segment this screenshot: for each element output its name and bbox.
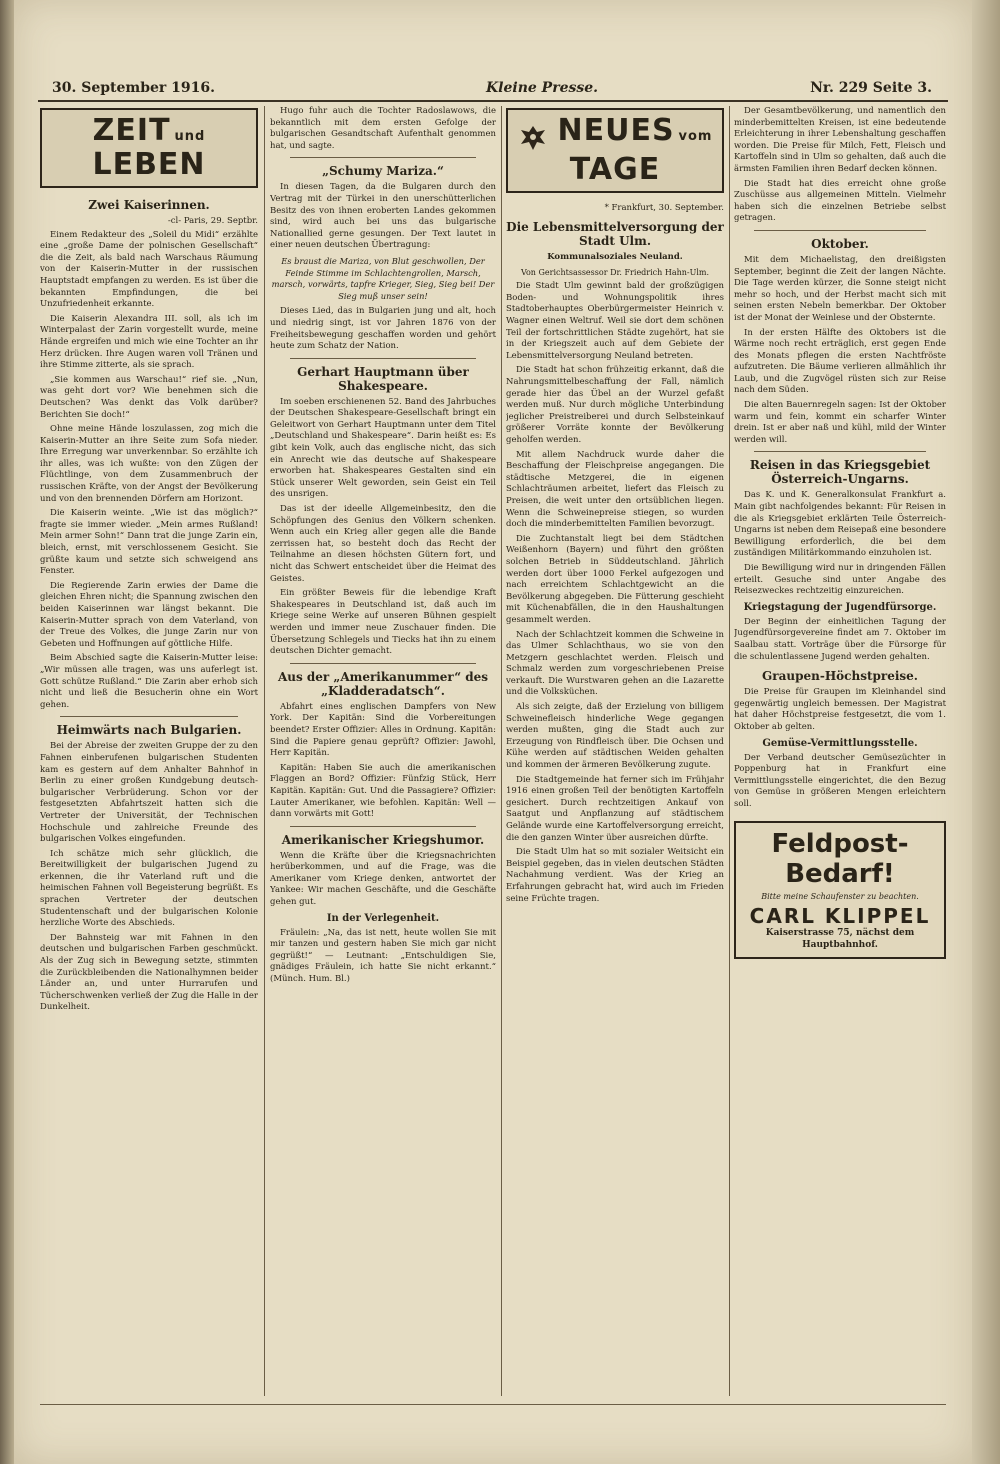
paragraph: Als sich zeigte, daß der Erzielung von billigem Schweinefleisch hinderliche Wege gegangen werden mußten, ging die Stadt auch zur Erzeugung von Rindfleisch über. Die Ochsen und Kühe werden auf städtischen Weiden gehalten und kommen der ärmeren Bevölkerung zugute. [506, 702, 724, 771]
separator [290, 826, 476, 827]
paragraph: Die Bewilligung wird nur in dringenden Fällen erteilt. Gesuche sind unter Angabe des Reisezweckes rechtzeitig einzureichen. [734, 563, 946, 597]
article-heading: Graupen-Höchstpreise. [762, 669, 918, 684]
ad-title: Feldpost-Bedarf! [771, 828, 909, 889]
paragraph: Der Bahnsteig war mit Fahnen in den deutschen und bulgarischen Farben geschmückt. Als der Zug sich in Bewegung setzte, stimmten die Zurückbleibenden die Nationalhymnen beider Länder an, und unter Hurrarufen und Tücherschwenken verließ der Zug die Halle in der Dunkelheit. [40, 932, 258, 1013]
paragraph: Einem Redakteur des „Soleil du Midi“ erzählte eine „große Dame der polnischen Gesellschaft“ die die Zeit, als bald nach Warschaus Räumung von der Kaiserin-Mutter in der russischen Hauptstadt empfangen zu werden. Es ist über die bekannten Empfindungen, die bei Unzufriedenheit erkannte. [40, 229, 258, 310]
paragraph: Mit dem Michaelistag, den dreißigsten September, beginnt die Zeit der langen Nächte. Die Tage werden kürzer, die Sonne steigt nicht mehr so hoch, und der Herbst macht sich mit seinen ersten Nebeln bemerkbar. Der Oktober ist der Monat der Weinlese und der Obsternte. [734, 254, 946, 323]
article-heading: „Schumy Mariza.“ [322, 164, 444, 179]
paragraph: Wenn die Kräfte über die Kriegsnachrichten herüberkommen, und auf die Frage, was die Amerikaner vom Kriege denken, antwortet der Yankee: Wir machen Geschäfte, und die Geschäfte gehen gut. [270, 850, 496, 908]
ad-subtitle: Bitte meine Schaufenster zu beachten. [761, 891, 919, 901]
paragraph: Nach der Schlachtzeit kommen die Schweine in das Ulmer Schlachthaus, wo sie von den Metzgern geschlachtet werden. Fleisch und Schmalz werden zum vorgeschriebenen Preise verkauft. Die Wurstwaren gehen an die Lazarette und die Volksküchen. [506, 629, 724, 698]
article-heading: Amerikanischer Kriegshumor. [281, 832, 485, 847]
paragraph: Das K. und K. Generalkonsulat Frankfurt a. Main gibt nachfolgendes bekannt: Für Reisen in die als Kriegsgebiet erklärten Teile Österreich-Ungarns ist neben dem Reisepaß eine besondere Bewilligung erforderlich, die bei dem zuständigen Militärkommando einzuholen ist. [734, 490, 946, 559]
subheading: In der Verlegenheit. [326, 912, 440, 924]
article-heading: Zwei Kaiserinnen. [88, 198, 210, 212]
paragraph: Die Preise für Graupen im Kleinhandel sind gegenwärtig ungleich bemessen. Der Magistrat hat daher Höchstpreise festgesetzt, die vom 1. Oktober ab gelten. [734, 687, 946, 732]
paragraph: Fräulein: „Na, das ist nett, heute wollen Sie mit mir tanzen und gestern haben Sie mich gar nicht gegrüßt!“ — Leutnant: „Entschuldigen Sie, gnädiges Fräulein, ich hatte Sie nicht erkannt.“ (Münch. Hum. Bl.) [270, 927, 496, 985]
paragraph: Die Regierende Zarin erwies der Dame die gleichen Ehren nicht; die Spannung zwischen den beiden Kaiserinnen war längst bekannt. Die Kaiserin-Mutter sprach von dem Vaterland, von der Treue des Volkes, die junge Zarin nur von Gebeten und Hoffnungen auf göttliche Hilfe. [40, 580, 258, 649]
song-verse: Es braust die Mariza, von Blut geschwollen, Der Feinde Stimme im Schlachtengrollen, Marsch, marsch, vorwärts, tapfre Krieger, Sieg, Sieg bei! Der Sieg muß unser sein! [271, 255, 495, 301]
byline: Von Gerichtsassessor Dr. Friedrich Hahn-Ulm. [520, 267, 710, 277]
binding-edge [0, 0, 14, 1464]
paragraph: Die Stadt hat schon frühzeitig erkannt, daß die Nahrungsmittelbeschaffung der Fall, nämlich gerade hier das Übel an der Wurzel gefaßt werden muß. Nur durch mögliche Unterbindung jeglicher Preistreiberei und durch Selbsteinkauf größerer Vorräte konnte der Bevölkerung geholfen werden. [506, 365, 724, 445]
masthead-word: und [174, 129, 206, 144]
page-edge [972, 0, 1000, 1464]
paragraph: Kapitän: Haben Sie auch die amerikanischen Flaggen an Bord? Offizier: Fünfzig Stück, Herr Kapitän. Kapitän: Gut. Und die Passagiere? Offizier: Lauter Amerikaner, wie befohlen. Kapitän: Well — dann vorwärts mit Gott! [270, 762, 496, 820]
article-heading: Oktober. [811, 236, 869, 251]
issue-number: Nr. 229 Seite 3. [810, 80, 932, 96]
masthead-word: ZEIT [92, 113, 171, 148]
paragraph: In diesen Tagen, da die Bulgaren durch den Vertrag mit der Türkei in den unerschütterlichen Besitz des von ihnen eroberten Landes gekommen sind, wird auch bei uns das bulgarische Nationallied gerne gesungen. Der Text lautet in einer neuen deutschen Übertragung: [270, 182, 496, 251]
column-2 [270, 106, 496, 1396]
paragraph: In der ersten Hälfte des Oktobers ist die Wärme noch recht erträglich, erst gegen Ende des Monats pflegen die ersten Nachtfröste aufzutreten. Die Bäume verlieren allmählich ihr Laub, und die Zugvögel rüsten sich zur Reise nach dem Süden. [734, 327, 946, 396]
page-footer [40, 1404, 946, 1453]
paragraph: Mit allem Nachdruck wurde daher die Beschaffung der Fleischpreise angegangen. Die städtische Metzgerei, die in eigenen Schlachträumen arbeitet, liefert das Fleisch zu Preisen, die weit unter den ortsüblichen liegen. Wenn die Schweinepreise stiegen, so wurden doch die minderbemittelten Familien bevorzugt. [506, 449, 724, 530]
eagle-crest-icon [518, 123, 548, 153]
paragraph: Die alten Bauernregeln sagen: Ist der Oktober warm und fein, kommt ein scharfer Winter drein. Ist er aber naß und kühl, mild der Winter werden will. [734, 400, 946, 445]
paragraph: Beim Abschied sagte die Kaiserin-Mutter leise: „Wir müssen alle tragen, was uns auferlegt ist. Gott schütze Rußland.“ Die Zarin aber erhob sich nicht und ließ die Besucherin ohne ein Wort gehen. [40, 653, 258, 710]
paragraph: Die Stadt hat dies erreicht ohne große Zuschüsse aus allgemeinen Mitteln. Vielmehr haben sich die einzelnen Betriebe selbst getragen. [734, 178, 946, 224]
subheading: Gemüse-Vermittlungsstelle. [762, 737, 918, 749]
paragraph: Ich schätze mich sehr glücklich, die Bereitwilligkeit der bulgarischen Jugend zu erkennen, die ihr Vaterland ruft und die heimischen Fahnen voll Begeisterung begrüßt. Es sprachen Vertreter der deutschen Studentenschaft und der bulgarischen Kolonie herzliche Worte des Abschieds. [40, 848, 258, 929]
paragraph: Der Beginn der einheitlichen Tagung der Jugendfürsorgevereine findet am 7. Oktober im Saalbau statt. Vorträge über die Fürsorge für die schulentlassene Jugend werden gehalten. [734, 616, 946, 662]
masthead-word: vom [678, 129, 713, 144]
masthead-word: NEUES [557, 113, 675, 148]
article-heading: Heimwärts nach Bulgarien. [56, 723, 242, 738]
page-header [22, 78, 942, 100]
dateline: -cl- Paris, 29. Septbr. [167, 216, 258, 226]
article-heading: Die Lebensmittelversorgung der Stadt Ulm. [506, 220, 724, 249]
masthead-word: TAGE [569, 151, 661, 187]
column-3 [506, 106, 724, 1396]
article-subheading: Kommunalsoziales Neuland. [547, 252, 683, 263]
paragraph: „Sie kommen aus Warschau!“ rief sie. „Nun, was geht dort vor? Wie benehmen sich die Deutschen? Was denkt das Volk darüber? Berichten Sie doch!“ [40, 374, 258, 420]
paragraph: Die Kaiserin Alexandra III. soll, als ich im Winterpalast der Zarin vorgestellt wurde, meine Hände ergreifen und mich wie eine Tochter an ihr Herz drücken. Ihre Augen waren voll Tränen und ihre Stimme zitterte, als sie sprach. [40, 313, 258, 371]
paragraph: Der Gesamtbevölkerung, und namentlich den minderbemittelten Kreisen, ist eine bedeutende Erleichterung in ihrer Lebenshaltung geschaffen worden. Die Preise für Milch, Fett, Fleisch und Kartoffeln sind in Ulm so gehalten, daß auch die ärmsten Familien ihren Bedarf decken können. [734, 106, 946, 174]
header-rule [38, 100, 948, 102]
paper-name: Kleine Presse. [486, 80, 599, 96]
article-heading: Gerhart Hauptmann über Shakespeare. [297, 364, 469, 393]
paragraph: Die Zuchtanstalt liegt bei dem Städtchen Weißenhorn (Bayern) und führt den größten solchen Betrieb in Süddeutschland. Jährlich werden dort über 1000 Ferkel aufgezogen und nach erreichtem Schlachtgewicht an die Bevölkerung abgegeben. Die Fütterung geschieht mit Küchenabfällen, die in den Haushaltungen gesammelt werden. [506, 533, 724, 625]
article-heading: Aus der „Amerikanummer“ des „Kladderadatsch“. [277, 669, 489, 698]
issue-date: 30. September 1916. [52, 80, 216, 96]
ad-company: CARL KLIPPEL [749, 904, 931, 929]
column-1 [40, 106, 258, 1396]
paragraph: Bei der Abreise der zweiten Gruppe der zu den Fahnen einberufenen bulgarischen Studenten kam es gestern auf dem Anhalter Bahnhof in Berlin zu einer großen Kundgebung deutsch-bulgarischer Verbrüderung. Schon vor der festgesetzten Abfahrtszeit hatten sich die Vertreter der Universität, der Technischen Hochschule und zahlreiche Freunde des bulgarischen Volkes eingefunden. [40, 741, 258, 845]
section-masthead-zeit-und-leben [40, 108, 258, 188]
paragraph: Die Stadtgemeinde hat ferner sich im Frühjahr 1916 einen großen Teil der benötigten Kartoffeln gesichert. Durch rechtzeitigen Ankauf von Saatgut und Anpflanzung auf städtischem Gelände wurde eine Kartoffelversorgung erreicht, die den ganzen Winter über ausreichen dürfte. [506, 774, 724, 843]
subheading: Kriegstagung der Jugendfürsorge. [743, 601, 937, 613]
section-masthead-neues-vom-tage [506, 108, 724, 193]
paragraph: Die Stadt Ulm gewinnt bald der großzügigen Boden- und Wohnungspolitik ihres Stadtoberhauptes Oberbürgermeister Heinrich v. Wagner einen Weltruf. Weil sie dort dem schönen Teil der fortschrittlichen Städte zugehört, hat sie in der Kriegszeit auch auf dem Gebiete der Lebensmittelversorgung Neuland betreten. [506, 281, 724, 361]
masthead-word: LEBEN [92, 147, 206, 182]
paragraph: Ohne meine Hände loszulassen, zog mich die Kaiserin-Mutter an ihre Seite zum Sofa nieder. Ihre Erregung war unverkennbar. So erzählte ich ihr alles, was ich wußte: von den Zügen der Flüchtlinge, von dem Zusammenbruch der russischen Kräfte, von der Angst der Bevölkerung und von den brennenden Dörfern am Horizont. [40, 424, 258, 504]
column-4 [734, 106, 946, 1396]
advertisement-feldpost [734, 821, 946, 960]
column-rule [729, 106, 730, 1396]
column-rule [501, 106, 502, 1396]
paragraph: Abfahrt eines englischen Dampfers von New York. Der Kapitän: Sind die Vorbereitungen beendet? Erster Offizier: Alles in Ordnung. Kapitän: Sind die Papiere genau geprüft? Offizier: Jawohl, Herr Kapitän. [270, 701, 496, 759]
separator [754, 230, 926, 231]
paragraph: Im soeben erschienenen 52. Band des Jahrbuches der Deutschen Shakespeare-Gesellschaft bringt ein Geleitwort von Gerhart Hauptmann unter dem Titel „Deutschland und Shakespeare“. Darin heißt es: Es gibt kein Volk, auch das englische nicht, das sich ein Anrecht wie das deutsche auf Shakespeare erworben hat. Shakespeares Gestalten sind ein Stück unserer Welt geworden, sein Geist ein Teil des unsrigen. [270, 396, 496, 500]
paragraph: Dieses Lied, das in Bulgarien jung und alt, hoch und niedrig singt, ist vor Jahren 1876 von der Freiheitsbewegung geschaffen worden und gehört heute zum Schatz der Nation. [270, 306, 496, 352]
paragraph: Der Verband deutscher Gemüsezüchter in Poppenburg hat in Frankfurt eine Vermittlungsstelle eingerichtet, die den Bezug von Gemüse in größeren Mengen erleichtern soll. [734, 752, 946, 809]
separator [290, 157, 476, 158]
paragraph: Die Stadt Ulm hat so mit sozialer Weitsicht ein Beispiel gegeben, das in vielen deutschen Städten Nachahmung verdient. Was der Krieg an Erfahrungen gebracht hat, wird auch im Frieden seine Früchte tragen. [506, 847, 724, 904]
separator [60, 716, 238, 717]
separator [290, 663, 476, 664]
separator [290, 358, 476, 359]
article-heading: Reisen in das Kriegsgebiet Österreich-Ungarns. [749, 458, 931, 487]
dateline: * Frankfurt, 30. September. [604, 202, 724, 213]
column-rule [264, 106, 265, 1396]
separator [754, 451, 926, 452]
paragraph: Das ist der ideelle Allgemeinbesitz, den die Schöpfungen des Genius den Völkern schenken. Wenn auch ein Krieg aller gegen alle die Bande zerrissen hat, so besteht doch das Recht der Teilnahme an diesen höchsten Gütern fort, und nicht das Schwert entscheidet über die Heimat des Geistes. [270, 504, 496, 584]
paragraph: Hugo fuhr auch die Tochter Radoslawows, die bekanntlich mit dem ersten Gefolge der bulgarischen Gesandtschaft Aufenthalt genommen hat, und sagte. [270, 106, 496, 151]
paragraph: Ein größter Beweis für die lebendige Kraft Shakespeares in Deutschland ist, daß auch im Kriege seine Werke auf unseren Bühnen gespielt werden und immer neue Zuschauer finden. Die Übersetzung Schlegels und Tiecks hat ihn zu einem deutschen Dichter gemacht. [270, 588, 496, 657]
paragraph: Die Kaiserin weinte. „Wie ist das möglich?“ fragte sie immer wieder. „Mein armes Rußland! Mein armer Sohn!“ Dann trat die junge Zarin ein, bleich, ernst, mit verschlossenem Gesicht. Sie grüßte kaum und setzte sich schweigend ans Fenster. [40, 508, 258, 577]
ad-address: Kaiserstrasse 75, nächst dem Hauptbahnhof. [765, 928, 915, 950]
